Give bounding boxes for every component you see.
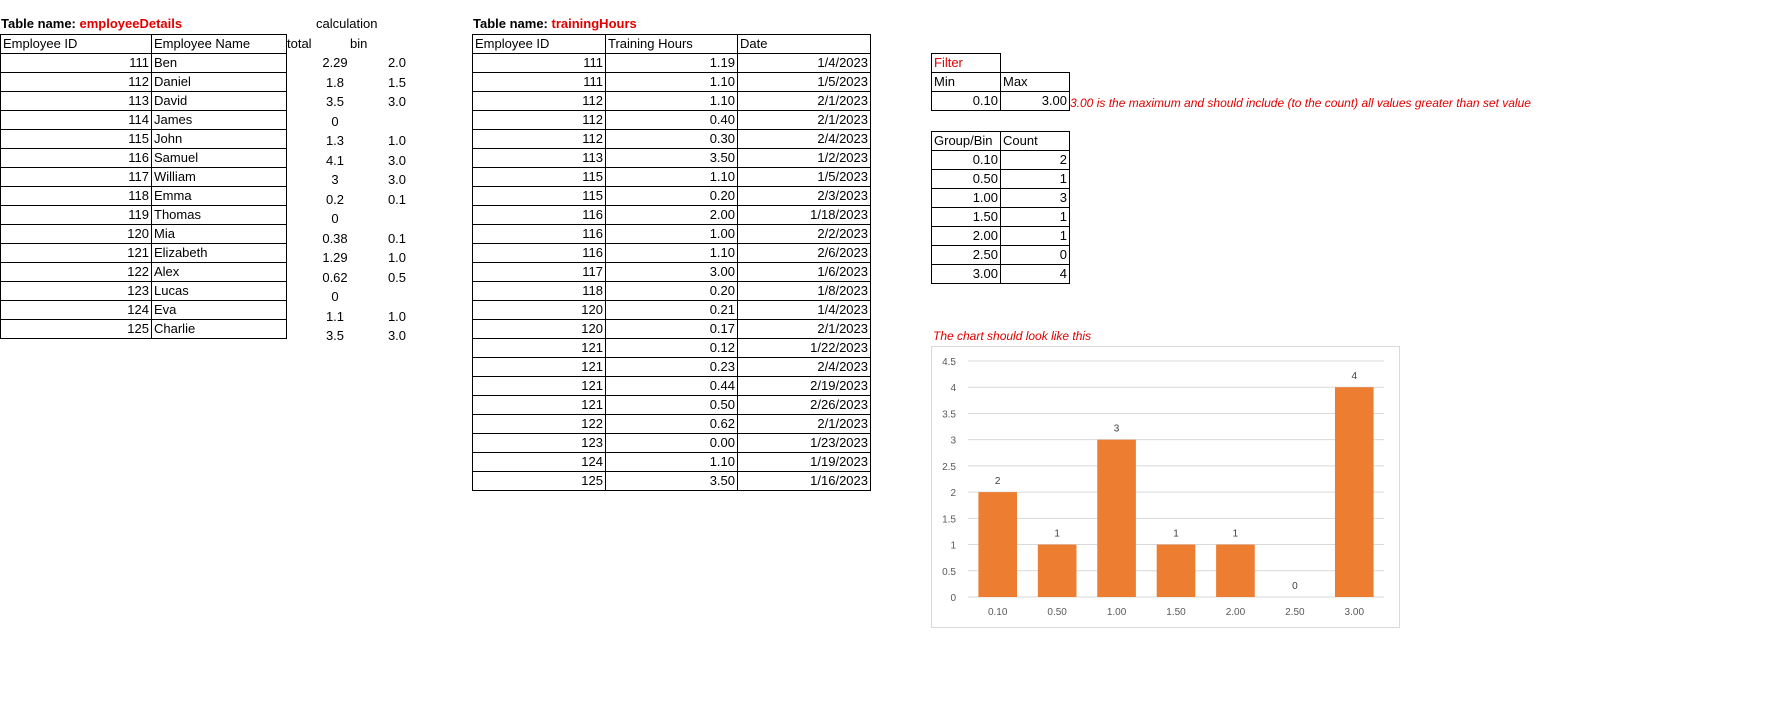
employee-name-cell[interactable]: David <box>152 92 287 111</box>
date-cell[interactable]: 2/4/2023 <box>738 358 871 377</box>
filter-title: Filter <box>932 54 1001 73</box>
employee-name-cell[interactable]: Lucas <box>152 282 287 301</box>
employee-id-cell[interactable]: 114 <box>1 111 152 130</box>
table-row <box>1 111 287 130</box>
date-cell[interactable]: 1/16/2023 <box>738 472 871 491</box>
table-row <box>1 225 287 244</box>
column-header: Employee ID <box>473 35 606 54</box>
bar <box>1335 387 1374 597</box>
total-cell[interactable]: 0.2 <box>325 191 345 207</box>
table-row <box>1 92 287 111</box>
column-header: Count <box>1001 132 1070 151</box>
count-cell[interactable]: 1 <box>1001 170 1070 189</box>
title-prefix: Table name: <box>473 16 552 31</box>
date-cell[interactable]: 1/23/2023 <box>738 434 871 453</box>
total-cell[interactable]: 1.1 <box>325 308 345 324</box>
employee-id-cell[interactable]: 124 <box>1 301 152 320</box>
table-row <box>932 151 1070 170</box>
employee-id-cell[interactable]: 120 <box>1 225 152 244</box>
employee-details-table <box>0 34 287 339</box>
table-row <box>1 168 287 187</box>
table-row <box>473 282 871 301</box>
training-table-title <box>473 16 637 31</box>
table-row <box>932 227 1070 246</box>
total-cell[interactable]: 0.62 <box>322 269 348 285</box>
table-row <box>932 265 1070 284</box>
y-tick-label: 2.5 <box>942 461 956 473</box>
total-cell[interactable]: 0 <box>331 289 339 304</box>
table-row <box>473 149 871 168</box>
bin-cell[interactable]: 0.10 <box>932 151 1001 170</box>
bin-cell[interactable]: 0.1 <box>387 191 407 207</box>
data-label: 1 <box>1054 528 1060 540</box>
table-row <box>473 472 871 491</box>
table-row <box>473 187 871 206</box>
column-header: Employee Name <box>152 35 287 54</box>
date-cell[interactable]: 1/18/2023 <box>738 206 871 225</box>
date-cell[interactable]: 2/3/2023 <box>738 187 871 206</box>
header-row <box>473 35 871 54</box>
employee-id-cell[interactable]: 125 <box>473 472 606 491</box>
employee-id-cell[interactable]: 121 <box>473 339 606 358</box>
bar <box>1157 545 1196 597</box>
filter-table <box>931 53 1070 111</box>
total-cell[interactable]: 2.29 <box>322 55 348 70</box>
bin-cell[interactable]: 3.0 <box>387 94 407 109</box>
table-row <box>1 73 287 92</box>
date-cell[interactable]: 1/5/2023 <box>738 73 871 92</box>
employee-id-cell[interactable]: 125 <box>1 320 152 339</box>
training-hours-cell[interactable]: 1.10 <box>606 244 738 263</box>
date-cell[interactable]: 2/6/2023 <box>738 244 871 263</box>
table-row <box>473 111 871 130</box>
total-cell[interactable]: 4.1 <box>325 152 345 168</box>
table-row <box>1 54 287 73</box>
table-row <box>473 453 871 472</box>
date-cell[interactable]: 1/4/2023 <box>738 301 871 320</box>
bin-cell[interactable]: 1.0 <box>387 308 407 324</box>
date-cell[interactable]: 1/5/2023 <box>738 168 871 187</box>
bar <box>978 492 1017 597</box>
x-tick-label: 0.50 <box>1047 607 1067 618</box>
training-hours-cell[interactable]: 0.20 <box>606 187 738 206</box>
employee-name-cell[interactable]: John <box>152 130 287 149</box>
training-hours-cell[interactable]: 0.23 <box>606 358 738 377</box>
table-row <box>473 301 871 320</box>
header-row <box>932 132 1070 151</box>
column-header: Employee ID <box>1 35 152 54</box>
table-row <box>473 377 871 396</box>
bar <box>1216 545 1255 597</box>
training-hours-cell[interactable]: 0.50 <box>606 396 738 415</box>
max-value[interactable]: 3.00 <box>1001 92 1070 111</box>
training-hours-cell[interactable]: 3.50 <box>606 472 738 491</box>
employee-id-cell[interactable]: 123 <box>1 282 152 301</box>
total-cell[interactable]: 3 <box>331 172 339 187</box>
bin-cell[interactable]: 2.50 <box>932 246 1001 265</box>
count-cell[interactable]: 2 <box>1001 151 1070 170</box>
data-label: 1 <box>1173 528 1179 540</box>
y-tick-label: 0.5 <box>942 566 956 578</box>
employee-id-cell[interactable]: 116 <box>473 206 606 225</box>
table-row <box>932 246 1070 265</box>
data-label: 4 <box>1351 371 1358 383</box>
employee-id-cell[interactable]: 121 <box>1 244 152 263</box>
date-cell[interactable]: 1/8/2023 <box>738 282 871 301</box>
employee-name-cell[interactable]: Eva <box>152 301 287 320</box>
total-cell[interactable]: 0 <box>331 113 339 129</box>
table-row <box>473 225 871 244</box>
min-value[interactable]: 0.10 <box>932 92 1001 111</box>
x-tick-label: 3.00 <box>1344 607 1365 618</box>
table-row <box>1 263 287 282</box>
total-cell[interactable]: 0.38 <box>322 230 348 246</box>
title-prefix: Table name: <box>1 16 80 31</box>
employee-id-cell[interactable]: 111 <box>1 54 152 73</box>
y-tick-label: 4 <box>950 383 956 395</box>
employee-id-cell[interactable]: 116 <box>473 244 606 263</box>
table-name: employeeDetails <box>79 16 183 31</box>
date-cell[interactable]: 1/22/2023 <box>738 339 871 358</box>
employee-id-cell[interactable]: 118 <box>1 187 152 206</box>
date-cell[interactable]: 2/1/2023 <box>738 111 871 130</box>
employee-id-cell[interactable]: 115 <box>473 168 606 187</box>
table-row <box>473 54 871 73</box>
employee-name-cell[interactable]: Thomas <box>152 206 287 225</box>
bin-cell[interactable]: 0.50 <box>932 170 1001 189</box>
employee-id-cell[interactable]: 118 <box>473 282 606 301</box>
bin-cell[interactable]: 1.50 <box>932 208 1001 227</box>
table-row <box>1 130 287 149</box>
count-cell[interactable]: 1 <box>1001 227 1070 246</box>
count-cell[interactable]: 1 <box>1001 208 1070 227</box>
total-header: total <box>287 36 312 51</box>
date-cell[interactable]: 2/1/2023 <box>738 320 871 339</box>
total-cell[interactable]: 1.29 <box>322 250 348 265</box>
bin-cell[interactable]: 1.0 <box>387 133 407 148</box>
employee-id-cell[interactable]: 116 <box>473 225 606 244</box>
training-hours-cell[interactable]: 1.00 <box>606 225 738 244</box>
table-row <box>1 244 287 263</box>
filter-note: 3.00 is the maximum and should include (to the count) all values greater than set value <box>1070 96 1531 110</box>
column-header: Group/Bin <box>932 132 1001 151</box>
training-hours-cell[interactable]: 0.20 <box>606 282 738 301</box>
employee-id-cell[interactable]: 112 <box>1 73 152 92</box>
count-cell[interactable]: 4 <box>1001 265 1070 284</box>
table-row <box>473 168 871 187</box>
table-row <box>473 130 871 149</box>
x-tick-label: 1.00 <box>1106 607 1127 618</box>
table-row <box>1 149 287 168</box>
count-cell[interactable]: 0 <box>1001 246 1070 265</box>
employee-id-cell[interactable]: 120 <box>473 320 606 339</box>
bins-count-table <box>931 131 1070 284</box>
bin-cell[interactable]: 3.0 <box>387 328 407 343</box>
employee-id-cell[interactable]: 120 <box>473 301 606 320</box>
total-column <box>300 53 370 346</box>
y-tick-label: 4.5 <box>942 357 956 368</box>
table-row <box>473 339 871 358</box>
training-hours-table <box>472 34 871 491</box>
employee-id-cell[interactable]: 123 <box>473 434 606 453</box>
bin-cell[interactable]: 2.0 <box>387 55 407 70</box>
table-row <box>473 92 871 111</box>
x-tick-label: 2.50 <box>1285 607 1305 618</box>
employee-name-cell[interactable]: Elizabeth <box>152 244 287 263</box>
bin-cell[interactable]: 3.0 <box>387 172 407 187</box>
date-cell[interactable]: 2/26/2023 <box>738 396 871 415</box>
training-hours-cell[interactable]: 0.12 <box>606 339 738 358</box>
y-tick-label: 3.5 <box>942 409 956 421</box>
employee-name-cell[interactable]: Charlie <box>152 320 287 339</box>
training-hours-cell[interactable]: 1.19 <box>606 54 738 73</box>
bar <box>1097 440 1136 597</box>
bar-chart <box>932 347 1399 627</box>
employee-id-cell[interactable]: 124 <box>473 453 606 472</box>
employee-id-cell[interactable]: 112 <box>473 111 606 130</box>
employee-id-cell[interactable]: 112 <box>473 130 606 149</box>
column-header: Training Hours <box>606 35 738 54</box>
employee-id-cell[interactable]: 119 <box>1 206 152 225</box>
employee-name-cell[interactable]: Samuel <box>152 149 287 168</box>
bin-cell[interactable]: 1.0 <box>387 250 407 265</box>
employee-id-cell[interactable]: 112 <box>473 92 606 111</box>
date-cell[interactable]: 2/19/2023 <box>738 377 871 396</box>
employee-name-cell[interactable]: Mia <box>152 225 287 244</box>
training-hours-cell[interactable]: 1.10 <box>606 168 738 187</box>
chart-area <box>931 346 1400 628</box>
employee-id-cell[interactable]: 121 <box>473 377 606 396</box>
bin-column <box>372 53 422 346</box>
table-row <box>932 208 1070 227</box>
data-label: 1 <box>1232 528 1239 540</box>
table-row <box>473 415 871 434</box>
min-label: Min <box>932 73 1001 92</box>
employee-name-cell[interactable]: William <box>152 168 287 187</box>
training-hours-cell[interactable]: 0.44 <box>606 377 738 396</box>
max-label: Max <box>1001 73 1070 92</box>
bin-cell[interactable]: 3.0 <box>387 152 407 168</box>
training-hours-cell[interactable]: 3.50 <box>606 149 738 168</box>
date-cell[interactable]: 2/1/2023 <box>738 415 871 434</box>
table-row <box>473 396 871 415</box>
bar <box>1038 545 1077 597</box>
bin-cell[interactable] <box>372 287 422 307</box>
bin-cell[interactable]: 3.00 <box>932 265 1001 284</box>
bin-cell[interactable]: 1.00 <box>932 189 1001 208</box>
y-tick-label: 2 <box>950 488 956 500</box>
table-row <box>473 244 871 263</box>
table-row <box>473 358 871 377</box>
training-hours-cell[interactable]: 1.10 <box>606 453 738 472</box>
employee-id-cell[interactable]: 115 <box>1 130 152 149</box>
bin-cell[interactable] <box>372 209 422 229</box>
employee-id-cell[interactable]: 113 <box>473 149 606 168</box>
data-label: 2 <box>994 476 1001 488</box>
employee-name-cell[interactable]: James <box>152 111 287 130</box>
column-header: Date <box>738 35 871 54</box>
total-cell[interactable]: 3.5 <box>325 94 345 109</box>
table-row <box>1 301 287 320</box>
data-label: 0 <box>1292 581 1298 592</box>
employee-id-cell[interactable]: 111 <box>473 73 606 92</box>
y-tick-label: 0 <box>950 593 956 604</box>
employee-id-cell[interactable]: 116 <box>1 149 152 168</box>
date-cell[interactable]: 1/4/2023 <box>738 54 871 73</box>
x-tick-label: 1.50 <box>1166 607 1186 618</box>
employee-id-cell[interactable]: 122 <box>473 415 606 434</box>
y-tick-label: 3 <box>950 435 956 447</box>
employee-id-cell[interactable]: 117 <box>1 168 152 187</box>
employee-table-title <box>1 16 182 31</box>
table-row <box>473 320 871 339</box>
table-name: trainingHours <box>551 16 637 31</box>
total-cell[interactable]: 3.5 <box>325 328 345 343</box>
y-tick-label: 1.5 <box>942 514 956 526</box>
employee-id-cell[interactable]: 115 <box>473 187 606 206</box>
training-hours-cell[interactable]: 0.17 <box>606 320 738 339</box>
employee-name-cell[interactable]: Emma <box>152 187 287 206</box>
header-row <box>1 35 287 54</box>
table-row <box>473 206 871 225</box>
date-cell[interactable]: 1/6/2023 <box>738 263 871 282</box>
table-row <box>932 189 1070 208</box>
date-cell[interactable]: 1/2/2023 <box>738 149 871 168</box>
training-hours-cell[interactable]: 2.00 <box>606 206 738 225</box>
training-hours-cell[interactable]: 0.40 <box>606 111 738 130</box>
bin-cell[interactable]: 2.00 <box>932 227 1001 246</box>
employee-id-cell[interactable]: 113 <box>1 92 152 111</box>
training-hours-cell[interactable]: 0.21 <box>606 301 738 320</box>
date-cell[interactable]: 2/2/2023 <box>738 225 871 244</box>
total-cell[interactable]: 1.8 <box>325 74 345 90</box>
chart-note: The chart should look like this <box>933 329 1092 343</box>
bin-header: bin <box>350 36 368 51</box>
bin-cell[interactable]: 1.5 <box>387 74 407 90</box>
training-hours-cell[interactable]: 1.10 <box>606 73 738 92</box>
employee-id-cell[interactable]: 122 <box>1 263 152 282</box>
employee-id-cell[interactable]: 117 <box>473 263 606 282</box>
x-tick-label: 0.10 <box>987 607 1008 618</box>
date-cell[interactable]: 2/4/2023 <box>738 130 871 149</box>
calculation-label: calculation <box>316 16 378 31</box>
employee-id-cell[interactable]: 121 <box>473 396 606 415</box>
count-cell[interactable]: 3 <box>1001 189 1070 208</box>
table-row <box>473 434 871 453</box>
training-hours-cell[interactable]: 3.00 <box>606 263 738 282</box>
y-tick-label: 1 <box>950 540 956 552</box>
employee-id-cell[interactable]: 111 <box>473 54 606 73</box>
employee-name-cell[interactable]: Ben <box>152 54 287 73</box>
employee-name-cell[interactable]: Alex <box>152 263 287 282</box>
table-row <box>1 187 287 206</box>
training-hours-cell[interactable]: 0.62 <box>606 415 738 434</box>
table-row <box>1 282 287 301</box>
bin-cell[interactable]: 0.5 <box>387 269 407 285</box>
table-row <box>932 170 1070 189</box>
x-tick-label: 2.00 <box>1225 607 1246 618</box>
date-cell[interactable]: 2/1/2023 <box>738 92 871 111</box>
date-cell[interactable]: 1/19/2023 <box>738 453 871 472</box>
bin-cell[interactable] <box>372 112 422 132</box>
total-cell[interactable]: 0 <box>331 211 339 226</box>
data-label: 3 <box>1113 423 1120 435</box>
total-cell[interactable]: 1.3 <box>325 133 345 148</box>
employee-id-cell[interactable]: 121 <box>473 358 606 377</box>
training-hours-cell[interactable]: 0.00 <box>606 434 738 453</box>
employee-name-cell[interactable]: Daniel <box>152 73 287 92</box>
table-row <box>1 320 287 339</box>
table-row <box>473 263 871 282</box>
training-hours-cell[interactable]: 1.10 <box>606 92 738 111</box>
table-row <box>473 73 871 92</box>
bin-cell[interactable]: 0.1 <box>387 230 407 246</box>
training-hours-cell[interactable]: 0.30 <box>606 130 738 149</box>
table-row <box>1 206 287 225</box>
